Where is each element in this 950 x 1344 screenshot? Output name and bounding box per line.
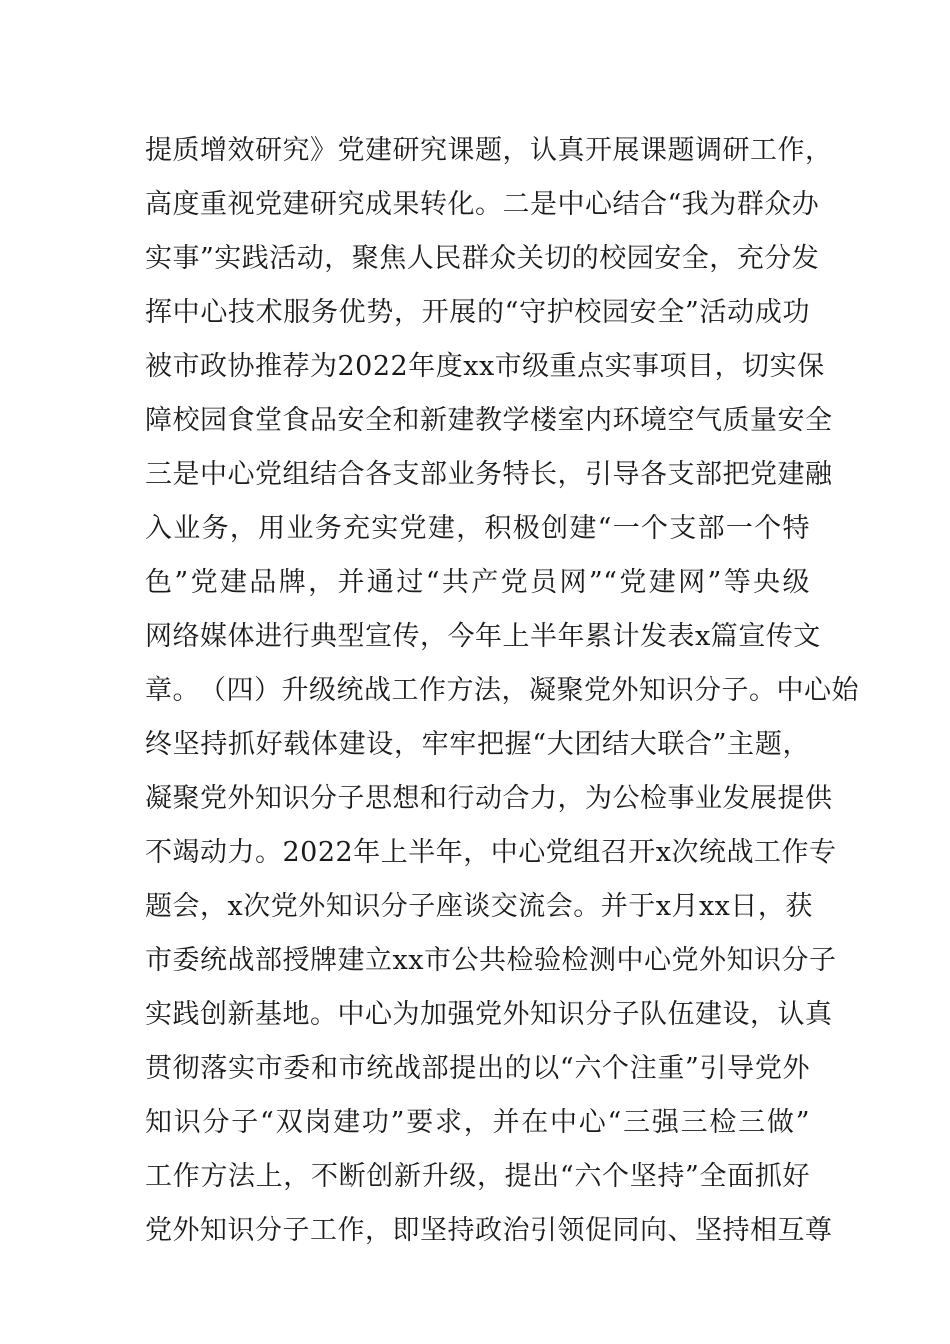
text-line: 挥中心技术服务优势，开展的“守护校园安全”活动成功 <box>145 297 810 328</box>
text-line: 障校园食堂食品安全和新建教学楼室内环境空气质量安全 <box>145 405 833 436</box>
text-line: 工作方法上，不断创新升级，提出“六个坚持”全面抓好 <box>145 1161 810 1192</box>
text-line: 实践创新基地。中心为加强党外知识分子队伍建设，认真 <box>145 999 833 1030</box>
text-line: 党外知识分子工作，即坚持政治引领促同向、坚持相互尊 <box>145 1215 833 1246</box>
text-line: 题会，x次党外知识分子座谈交流会。并于x月xx日，获 <box>145 891 813 922</box>
section-heading-line: （四）升级统战工作方法，凝聚党外知识分子。中心始 <box>199 675 859 706</box>
text-line: 网络媒体进行典型宣传，今年上半年累计发表x篇宣传文 <box>145 621 821 652</box>
text-line: 贯彻落实市委和市统战部提出的以“六个注重”引导党外 <box>145 1053 810 1084</box>
text-line: 章。 <box>145 675 200 706</box>
text-line: 入业务，用业务充实党建，积极创建“一个支部一个特 <box>145 513 810 544</box>
paragraph-section-four <box>145 664 859 1258</box>
paragraph-party-building-continued <box>145 124 859 718</box>
text-line: 三是中心党组结合各支部业务特长，引导各支部把党建融 <box>145 459 833 490</box>
text-line: 知识分子“双岗建功”要求，并在中心“三强三检三做” <box>145 1107 810 1138</box>
text-line: 凝聚党外知识分子思想和行动合力，为公检事业发展提供 <box>145 783 833 814</box>
text-line: 不竭动力。2022年上半年，中心党组召开x次统战工作专 <box>145 837 837 868</box>
text-line: 市委统战部授牌建立xx市公共检验检测中心党外知识分子 <box>145 945 837 976</box>
text-line: 实事”实践活动，聚焦人民群众关切的校园安全，充分发 <box>145 243 820 274</box>
text-line: 高度重视党建研究成果转化。二是中心结合“我为群众办 <box>145 189 820 220</box>
text-line: 提质增效研究》党建研究课题，认真开展课题调研工作， <box>145 135 833 166</box>
text-line: 终坚持抓好载体建设，牢牢把握“大团结大联合”主题， <box>145 729 810 760</box>
text-line: 被市政协推荐为2022年度xx市级重点实事项目，切实保 <box>145 351 825 382</box>
text-line: 色”党建品牌，并通过“共产党员网”“党建网”等央级 <box>145 567 810 598</box>
